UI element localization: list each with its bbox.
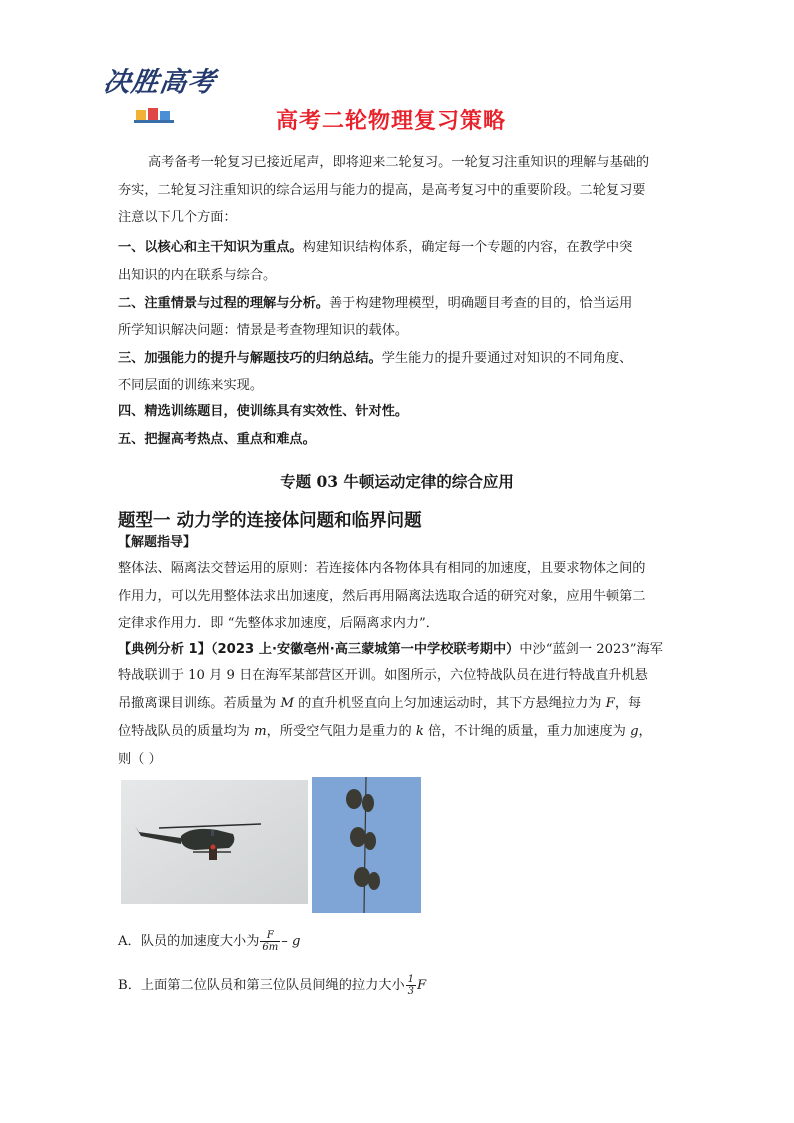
option-b-suffix: F	[417, 978, 427, 993]
var-F: F	[605, 696, 615, 711]
example-line-4c: 倍，不计绳的质量，重力加速度为	[423, 724, 631, 739]
example-line-2: 特战联训于 10 月 9 日在海军某部营区开训。如图所示，六位特战队员在进行特战直升机悬	[118, 668, 648, 683]
example-line-4d: ，	[638, 724, 652, 739]
intro-line-1: 高考备考一轮复习已接近尾声，即将迎来二轮复习。一轮复习注重知识的理解与基础的	[148, 155, 650, 170]
point-3-cont: 不同层面的训练来实现。	[118, 378, 264, 393]
point-5-title: 五、把握高考热点、重点和难点。	[118, 432, 316, 447]
option-a-fraction	[260, 930, 280, 953]
example-label: 【典例分析 1】（2023 上·安徽亳州·高三蒙城第一中学校联考期中）	[118, 642, 520, 657]
var-m: m	[254, 724, 267, 739]
helicopter-photo	[121, 780, 308, 904]
intro-line-3: 注意以下几个方面：	[118, 210, 237, 225]
option-a	[118, 930, 301, 953]
point-3-text: 学生能力的提升要通过对知识的不同角度、	[381, 351, 633, 366]
point-1-title: 一、以核心和主干知识为重点。	[118, 240, 303, 255]
guide-line-2: 作用力，可以先用整体法求出加速度，然后再用隔离法选取合适的研究对象，应用牛顿第二	[118, 589, 646, 604]
example-line-4	[118, 720, 652, 739]
option-b-prefix: B．上面第二位队员和第三位队员间绳的拉力大小	[118, 978, 405, 993]
option-a-prefix: A．队员的加速度大小为	[118, 934, 260, 949]
point-2	[118, 292, 632, 311]
example-line-1	[118, 638, 663, 657]
var-M: M	[280, 696, 294, 711]
example-line-4b: ，所受空气阻力是重力的	[266, 724, 416, 739]
option-a-suffix: – g	[281, 934, 301, 949]
example-line-3	[118, 692, 641, 711]
section-title: 专题 03 牛顿运动定律的综合应用	[280, 472, 514, 491]
page-title: 高考二轮物理复习策略	[276, 109, 507, 134]
example-line-3b: 的直升机竖直向上匀加速运动时，其下方悬绳拉力为	[293, 696, 606, 711]
example-line-3c: ，每	[614, 696, 642, 711]
option-b-denominator: 3	[407, 986, 415, 997]
example-line-1-text: 中沙“蓝剑一 2023”海军	[519, 642, 663, 657]
point-3	[118, 347, 632, 366]
point-4	[118, 400, 408, 419]
example-line-5: 则（ ）	[118, 752, 162, 767]
logo	[100, 58, 220, 128]
option-b	[118, 974, 426, 997]
point-1-cont: 出知识的内在联系与综合。	[118, 268, 277, 283]
point-1-text: 构建知识结构体系，确定每一个专题的内容，在教学中突	[302, 240, 633, 255]
logo-emblem-icon	[134, 106, 174, 124]
guide-line-1: 整体法、隔离法交替运用的原则：若连接体内各物体具有相同的加速度，且要求物体之间的	[118, 561, 646, 576]
option-a-numerator: F	[260, 930, 280, 942]
point-3-title: 三、加强能力的提升与解题技巧的归纳总结。	[118, 351, 382, 366]
point-4-title: 四、精选训练题目，使训练具有实效性、针对性。	[118, 404, 409, 419]
var-g: g	[630, 724, 639, 739]
point-1	[118, 236, 632, 255]
guide-line-3: 定律求作用力．即 “先整体求加速度，后隔离求内力”．	[118, 616, 439, 631]
rope-soldiers-photo	[312, 777, 421, 913]
option-b-numerator: 1	[407, 974, 415, 985]
example-line-4a: 位特战队员的质量均为	[118, 724, 255, 739]
intro-line-2: 夯实，二轮复习注重知识的综合运用与能力的提高，是高考复习中的重要阶段。二轮复习要	[118, 183, 646, 198]
point-2-title: 二、注重情景与过程的理解与分析。	[118, 296, 329, 311]
example-line-3a: 吊撤离课目训练。若质量为	[118, 696, 281, 711]
type-title: 题型一 动力学的连接体问题和临界问题	[118, 511, 422, 531]
guide-label: 【解题指导】	[118, 535, 197, 550]
point-2-text: 善于构建物理模型，明确题目考查的目的，恰当运用	[329, 296, 633, 311]
point-5	[118, 428, 316, 447]
point-2-cont: 所学知识解决问题：情景是考查物理知识的载体。	[118, 323, 409, 338]
option-b-fraction	[406, 974, 416, 997]
var-k: k	[415, 724, 424, 739]
option-a-denominator: 6m	[262, 942, 279, 953]
logo-text: 决胜高考	[101, 67, 218, 98]
